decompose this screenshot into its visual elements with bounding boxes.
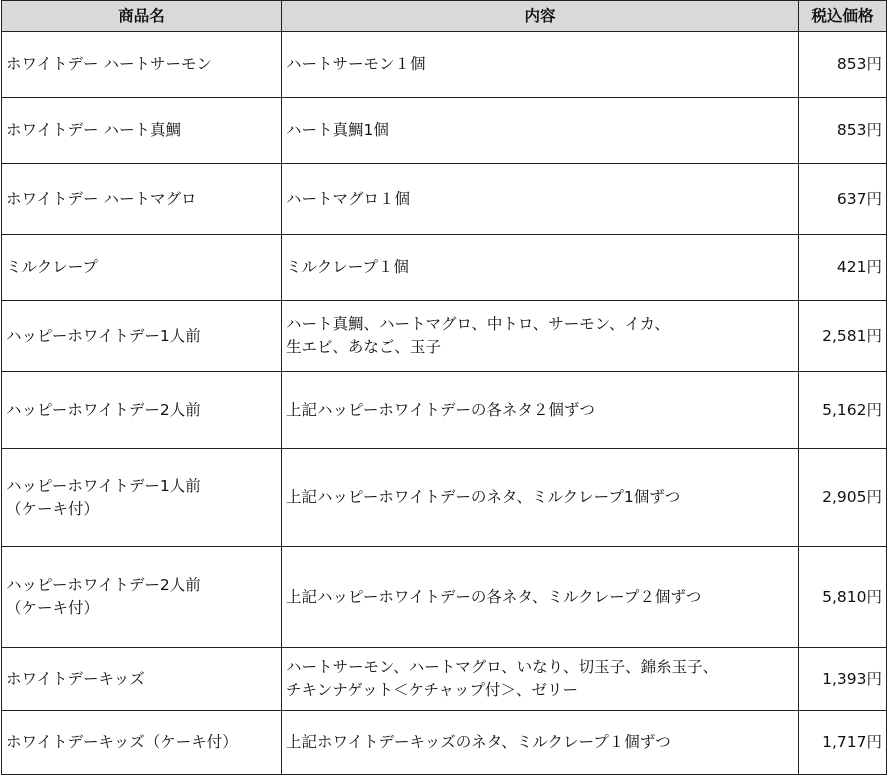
content-cell — [282, 648, 799, 711]
content-cell — [282, 235, 799, 301]
menu-table — [1, 0, 887, 775]
content-cell — [282, 301, 799, 372]
price-cell: 5,162円 — [799, 372, 887, 449]
product-name-text: ハッピーホワイトデー2人前 — [6, 576, 201, 594]
product-name-text: （ケーキ付） — [6, 499, 100, 518]
product-name-cell — [2, 711, 282, 775]
content-cell — [282, 547, 799, 648]
product-name-text: ホワイトデー ハートマグロ — [6, 189, 197, 208]
product-name-text: （ケーキ付） — [6, 599, 100, 617]
product-name-cell — [2, 648, 282, 711]
header-price: 税込価格 — [799, 1, 887, 32]
content-cell — [282, 711, 799, 775]
table-row — [2, 32, 887, 98]
product-name-cell — [2, 98, 282, 164]
content-text: ハート真鯛、ハートマグロ、中トロ、サーモン、イカ、 — [286, 315, 670, 333]
content-text: ハートマグロ１個 — [286, 189, 411, 208]
header-row — [2, 1, 887, 32]
product-name-text: ミルクレープ — [6, 258, 98, 276]
product-name-cell — [2, 449, 282, 547]
price-cell: 421円 — [799, 235, 887, 301]
header-content: 内容 — [282, 1, 799, 32]
product-name-text: ホワイトデー ハートサーモン — [6, 55, 212, 73]
product-name-cell — [2, 164, 282, 235]
content-cell — [282, 449, 799, 547]
table-row — [2, 164, 887, 235]
price-cell: 2,905円 — [799, 449, 887, 547]
content-text: ハート真鯛1個 — [286, 121, 389, 139]
price-cell: 853円 — [799, 98, 887, 164]
content-text: 上記ハッピーホワイトデーの各ネタ、ミルクレープ２個ずつ — [286, 587, 702, 606]
table-row — [2, 711, 887, 775]
table-row — [2, 235, 887, 301]
table-row — [2, 372, 887, 449]
product-name-text: ハッピーホワイトデー1人前 — [6, 476, 201, 495]
content-cell — [282, 164, 799, 235]
price-cell: 853円 — [799, 32, 887, 98]
product-name-cell — [2, 301, 282, 372]
table-row — [2, 98, 887, 164]
content-text: 上記ハッピーホワイトデーの各ネタ２個ずつ — [286, 400, 595, 419]
content-text: チキンナゲット＜ケチャップ付＞、ゼリー — [286, 681, 579, 699]
product-name-cell — [2, 32, 282, 98]
content-cell — [282, 32, 799, 98]
price-cell: 5,810円 — [799, 547, 887, 648]
product-name-text: ホワイトデーキッズ（ケーキ付） — [6, 733, 238, 751]
table-body — [2, 32, 887, 775]
price-cell: 2,581円 — [799, 301, 887, 372]
table-row — [2, 301, 887, 372]
product-name-text: ホワイトデーキッズ — [6, 669, 145, 688]
content-text: ハートサーモン１個 — [286, 55, 426, 73]
content-text: 上記ホワイトデーキッズのネタ、ミルクレープ１個ずつ — [286, 733, 671, 751]
product-name-text: ハッピーホワイトデー2人前 — [6, 400, 201, 419]
content-text: 生エビ、あなご、玉子 — [286, 338, 441, 356]
product-name-text: ホワイトデー ハート真鯛 — [6, 121, 181, 139]
price-cell: 1,393円 — [799, 648, 887, 711]
product-name-cell — [2, 547, 282, 648]
product-name-text: ハッピーホワイトデー1人前 — [6, 326, 201, 345]
content-text: 上記ハッピーホワイトデーのネタ、ミルクレープ1個ずつ — [286, 488, 681, 506]
header-product-name: 商品名 — [2, 1, 282, 32]
product-name-cell — [2, 372, 282, 449]
content-text: ミルクレープ１個 — [286, 258, 409, 276]
price-cell: 637円 — [799, 164, 887, 235]
table-row — [2, 449, 887, 547]
product-name-cell — [2, 235, 282, 301]
table-row — [2, 648, 887, 711]
price-cell: 1,717円 — [799, 711, 887, 775]
content-cell — [282, 372, 799, 449]
table-row — [2, 547, 887, 648]
content-cell — [282, 98, 799, 164]
content-text: ハートサーモン、ハートマグロ、いなり、切玉子、錦糸玉子、 — [286, 658, 719, 676]
